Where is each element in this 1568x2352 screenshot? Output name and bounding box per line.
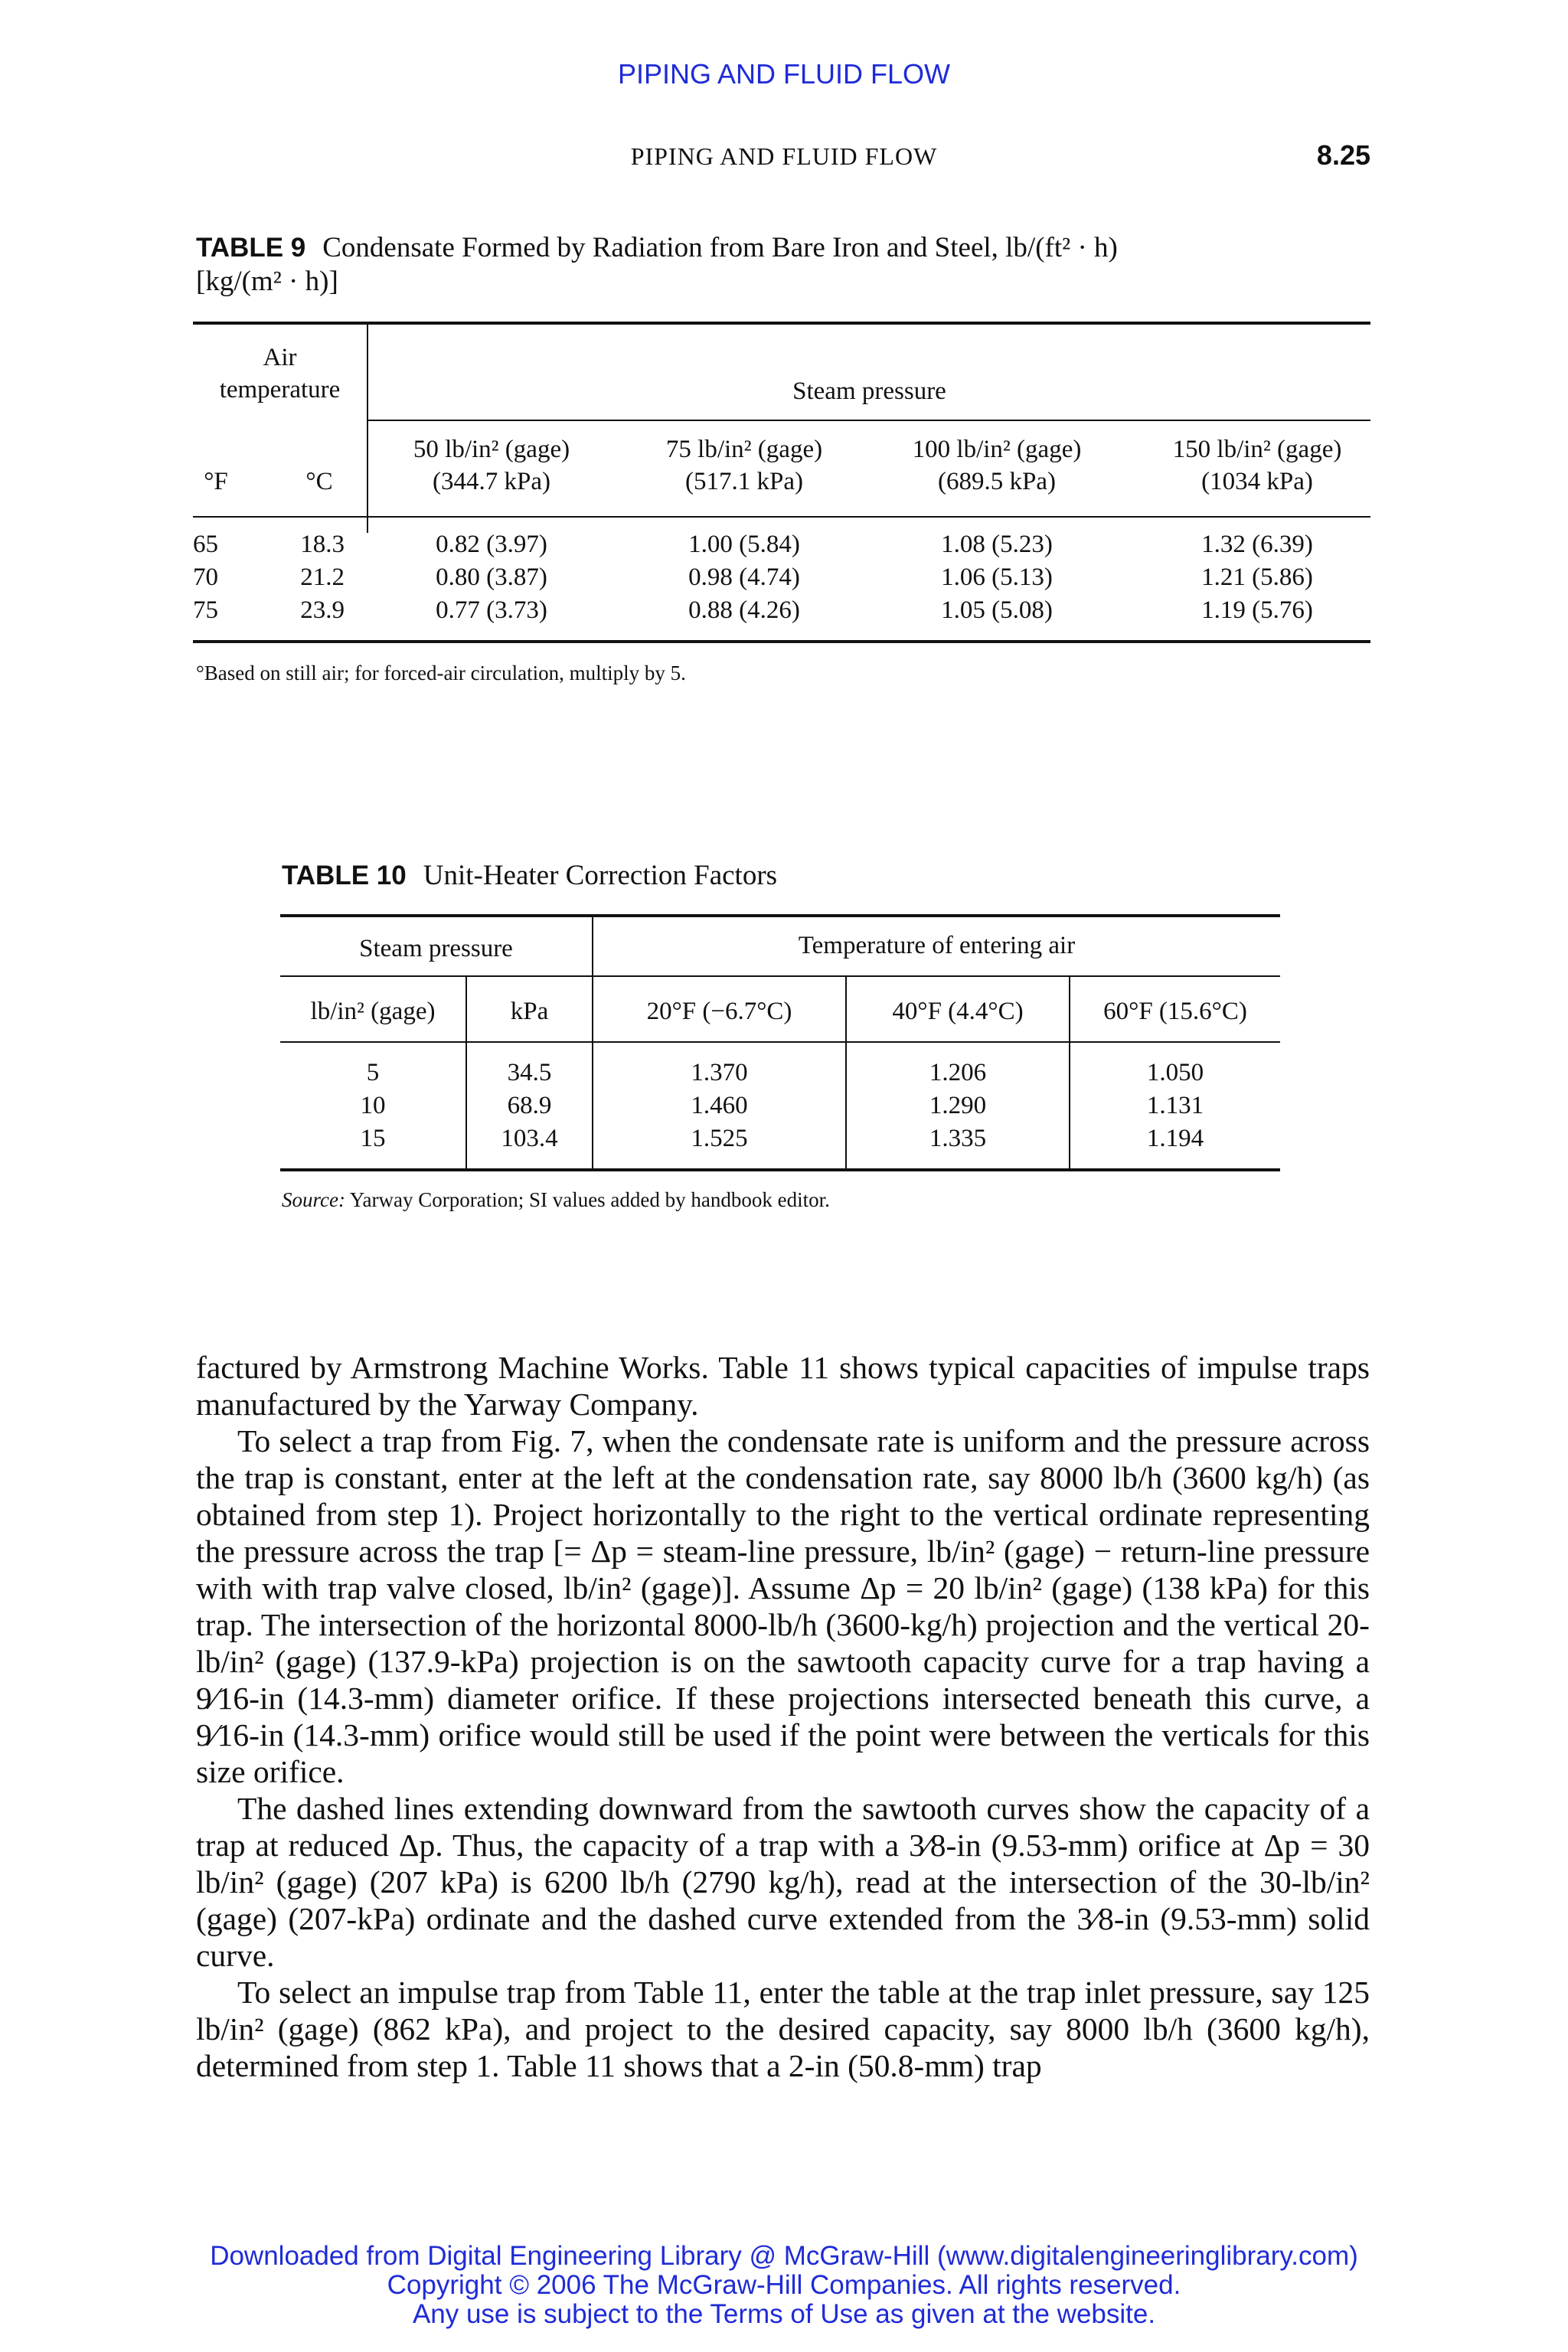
table-cell: 75 — [193, 596, 218, 624]
running-head: PIPING AND FLUID FLOW — [630, 142, 938, 170]
table10-col-20f: 20°F (−6.7°C) — [646, 998, 792, 1025]
table9-caption — [196, 231, 1375, 299]
table-cell: 34.5 — [507, 1059, 552, 1086]
table10 — [280, 914, 1280, 1171]
body-paragraph-3: The dashed lines extending downward from the sawtooth curves show the capacity of a trap at reduced Δp. Thus, the capacity of a trap with a 3⁄8-in (9.53-mm) orifice at Δp = 30 lb/in² (gage) (207 kPa) is 6200 lb/h (2790 kg/h), read at the intersection of the 30-lb/in² (gage) (207-kPa) ordinate and the dashed curve extended from the 3⁄8-in (9.53-mm) solid curve. — [196, 1791, 1370, 1973]
table10-temp-header: Temperature of entering air — [798, 932, 1076, 959]
table10-unit-lb: lb/in² (gage) — [310, 998, 436, 1025]
footer-line-2: Copyright © 2006 The McGraw-Hill Companies. All rights reserved. — [387, 2270, 1181, 2300]
table-cell: 1.335 — [929, 1125, 987, 1152]
table10-lb-col — [280, 1057, 466, 1155]
body-text — [196, 1349, 1370, 2084]
table-cell: 21.2 — [300, 564, 345, 591]
table10-kpa-col — [467, 1057, 592, 1155]
table-cell: 1.460 — [691, 1092, 748, 1119]
table10-unit-kpa: kPa — [510, 998, 549, 1025]
table-cell: 1.370 — [691, 1059, 748, 1086]
table9-f-col — [193, 528, 239, 627]
table10-steam-header: Steam pressure — [359, 935, 513, 962]
table9-caption-line1: Condensate Formed by Radiation from Bare Iron and Steel, lb/(ft² · h) — [322, 232, 1118, 263]
table10-source — [282, 1188, 830, 1212]
table9-col-75: 75 lb/in² (gage) (517.1 kPa) — [665, 436, 823, 495]
body-paragraph-2: To select a trap from Fig. 7, when the condensate rate is uniform and the pressure across the trap is constant, enter at the left at the condensation rate, say 8000 lb/h (3600 kg/h) (as obtained from step 1). Project horizontally to the right to the vertical ordinate representing the pressure across the trap [= Δp = steam-line pressure, lb/in² (gage) − return-line pressure with with trap valve closed, lb/in² (gage)]. Assume Δp = 20 lb/in² (gage) (138 kPa) for this trap. The intersection of the horizontal 8000-lb/h (3600-kg/h) projection and the vertical 20-lb/in² (gage) (137.9-kPa) projection is on the sawtooth capacity curve for a trap having a 9⁄16-in (14.3-mm) diameter orifice. If these projections intersected beneath this curve, a 9⁄16-in (14.3-mm) orifice would still be used if the point were between the verticals for this size orifice. — [196, 1423, 1370, 1789]
table9-col-150: 150 lb/in² (gage) (1034 kPa) — [1172, 436, 1342, 495]
table9-unit-c: °C — [305, 468, 333, 495]
table-cell: 0.82 (3.97) — [436, 531, 547, 558]
table10-label: TABLE 10 — [282, 861, 407, 890]
table-cell: 1.206 — [929, 1059, 987, 1086]
footer-notice — [0, 2242, 1568, 2329]
table-cell: 1.06 (5.13) — [941, 564, 1053, 591]
footer-line-3: Any use is subject to the Terms of Use as given at the website. — [412, 2299, 1156, 2329]
table-cell: 5 — [366, 1059, 380, 1086]
table9-footnote: °Based on still air; for forced-air circulation, multiply by 5. — [196, 662, 686, 684]
table-cell: 0.88 (4.26) — [688, 596, 800, 624]
table9-vals-150 — [1142, 528, 1372, 627]
table10-vals-20f — [593, 1057, 845, 1155]
source-label: Source: — [282, 1188, 345, 1211]
table-cell: 0.98 (4.74) — [688, 564, 800, 591]
table9-vals-50 — [377, 528, 606, 627]
table10-caption — [282, 859, 1277, 893]
table9-steam-header: Steam pressure — [792, 377, 946, 405]
table9-col-100: 100 lb/in² (gage) (689.5 kPa) — [912, 436, 1082, 495]
table9-unit-f: °F — [204, 468, 228, 495]
table-cell: 1.32 (6.39) — [1201, 531, 1313, 558]
table-cell: 0.80 (3.87) — [436, 564, 547, 591]
table-cell: 0.77 (3.73) — [436, 596, 547, 624]
table-cell: 1.525 — [691, 1125, 748, 1152]
table-cell: 1.05 (5.08) — [941, 596, 1053, 624]
page-number: 8.25 — [1316, 139, 1370, 171]
table-cell: 65 — [193, 531, 218, 558]
table-cell: 1.19 (5.76) — [1201, 596, 1313, 624]
body-paragraph-4: To select an impulse trap from Table 11, enter the table at the trap inlet pressure, say 125 lb/in² (gage) (862 kPa), and project to the desired capacity, say 8000 lb/h (3600 kg/h), determined from step 1. Table 11 shows that a 2-in (50.8-mm) trap — [196, 1975, 1370, 2083]
table9-c-col — [283, 528, 345, 627]
site-banner: PIPING AND FLUID FLOW — [617, 58, 951, 90]
table9-caption-line2: [kg/(m² · h)] — [196, 266, 338, 297]
table9-vals-75 — [629, 528, 859, 627]
table-cell: 1.08 (5.23) — [941, 531, 1053, 558]
footer-line-1: Downloaded from Digital Engineering Library @ McGraw-Hill (www.digitalengineeringlibrary.com) — [210, 2241, 1358, 2271]
table-cell: 18.3 — [300, 531, 345, 558]
table-cell: 70 — [193, 564, 218, 591]
table-cell: 1.00 (5.84) — [688, 531, 800, 558]
table10-col-60f: 60°F (15.6°C) — [1103, 998, 1247, 1025]
table10-vals-40f — [847, 1057, 1069, 1155]
table-cell: 23.9 — [300, 596, 345, 624]
table9-label: TABLE 9 — [196, 233, 306, 263]
table-cell: 1.21 (5.86) — [1201, 564, 1313, 591]
table-cell: 1.290 — [929, 1092, 987, 1119]
table9-col-50: 50 lb/in² (gage) (344.7 kPa) — [413, 436, 570, 495]
table-cell: 103.4 — [501, 1125, 558, 1152]
table10-caption-text: Unit-Heater Correction Factors — [423, 860, 778, 891]
table-cell: 1.050 — [1146, 1059, 1204, 1086]
table10-col-40f: 40°F (4.4°C) — [892, 998, 1024, 1025]
table-cell: 10 — [360, 1092, 386, 1119]
source-text: Yarway Corporation; SI values added by handbook editor. — [349, 1188, 830, 1211]
table-cell: 15 — [360, 1125, 386, 1152]
table-cell: 1.194 — [1146, 1125, 1204, 1152]
table9 — [193, 322, 1370, 643]
table9-air-header: Air temperature — [219, 344, 341, 403]
table9-vals-100 — [882, 528, 1112, 627]
table-cell: 1.131 — [1146, 1092, 1204, 1119]
table-cell: 68.9 — [507, 1092, 552, 1119]
body-paragraph-1: factured by Armstrong Machine Works. Table 11 shows typical capacities of impulse traps manufactured by the Yarway Company. — [196, 1350, 1370, 1422]
table10-vals-60f — [1070, 1057, 1280, 1155]
